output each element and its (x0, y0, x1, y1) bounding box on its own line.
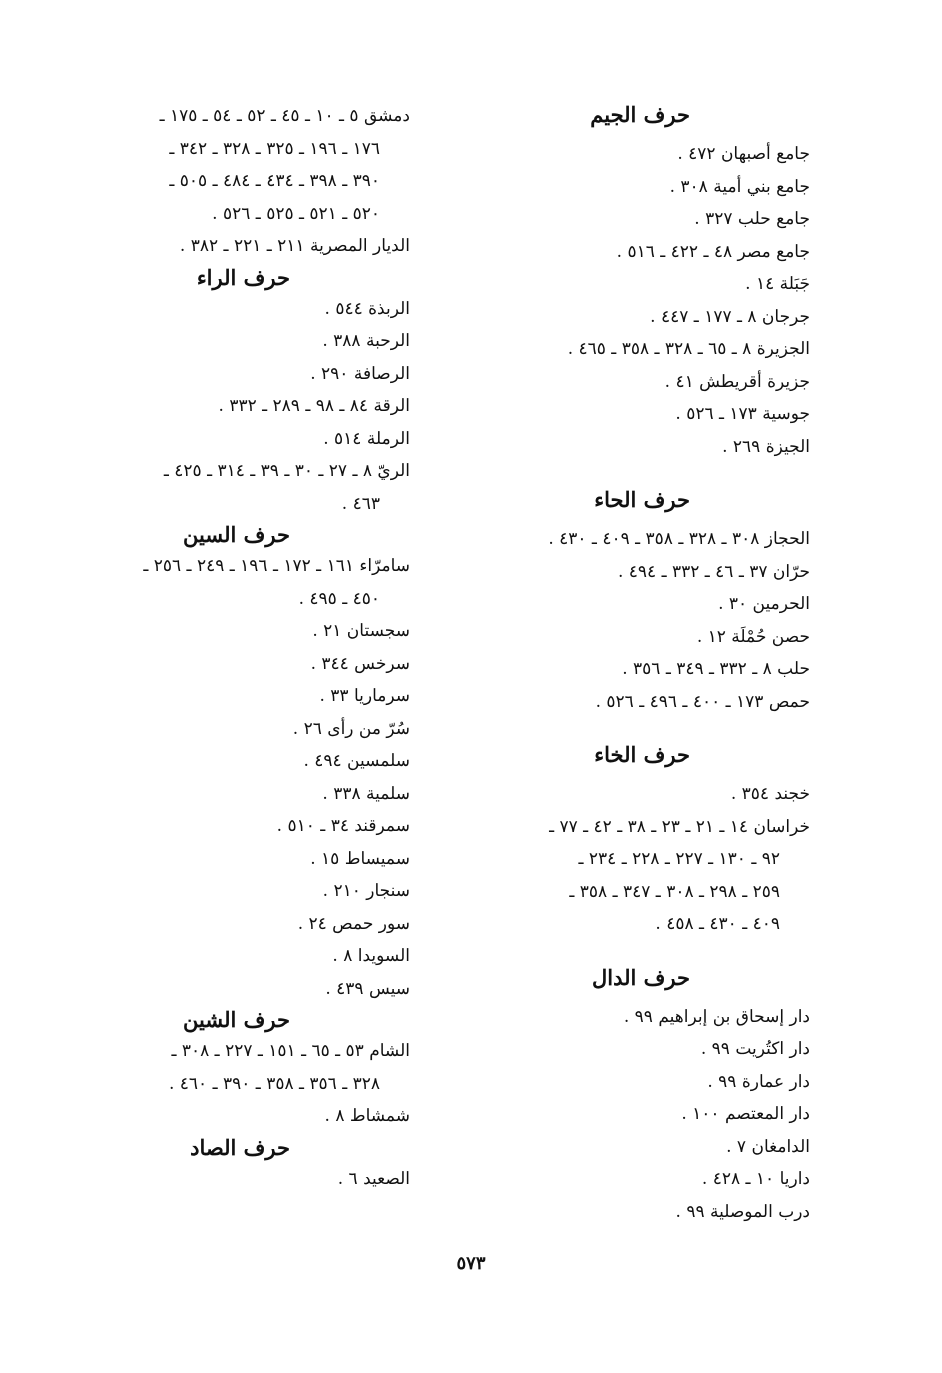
index-entry: دار إسحاق بن إبراهيم ٩٩ . (623, 1006, 810, 1027)
index-entry: جامع أصبهان ٤٧٢ . (677, 144, 810, 164)
index-entry: جرجان ٨ ـ ١٧٧ ـ ٤٤٧ . (650, 306, 810, 327)
index-section (50, 100, 410, 263)
index-entry: الرملة ٥١٤ . (323, 428, 410, 449)
index-entry: حلب ٨ ـ ٣٣٢ ـ ٣٤٩ ـ ٣٥٦ . (622, 659, 810, 679)
section-heading: حرف الجيم (590, 102, 690, 127)
index-entry: الديار المصرية ٢١١ ـ ٢٢١ ـ ٣٨٢ . (179, 236, 410, 256)
index-entry: دار عمارة ٩٩ . (707, 1071, 810, 1092)
index-section (50, 1133, 410, 1196)
index-entry-continuation: ١٧٦ ـ ١٩٦ ـ ٣٢٥ ـ ٣٢٨ ـ ٣٤٢ ـ (169, 138, 380, 159)
left-column (50, 100, 410, 1195)
index-entry: شمشاط ٨ . (324, 1106, 410, 1126)
index-entry: سلمية ٣٣٨ . (322, 783, 410, 804)
index-entry: دار اكتُريت ٩٩ . (700, 1039, 810, 1059)
index-section (50, 520, 410, 1005)
section-heading: حرف الشين (183, 1007, 290, 1032)
index-entry: الصعيد ٦ . (337, 1168, 410, 1189)
index-entry: سرخس ٣٤٤ . (310, 653, 410, 674)
index-entry: الدامغان ٧ . (726, 1136, 810, 1157)
index-entry: الرحبة ٣٨٨ . (322, 331, 410, 351)
index-entry: حرّان ٣٧ ـ ٤٦ ـ ٣٣٢ ـ ٤٩٤ . (617, 561, 810, 582)
index-entry-continuation: ٣٢٨ ـ ٣٥٦ ـ ٣٥٨ ـ ٣٩٠ ـ ٤٦٠ . (168, 1073, 380, 1094)
right-column (470, 100, 810, 1228)
index-entry: سور حمص ٢٤ . (297, 913, 410, 934)
index-entry: حمص ١٧٣ ـ ٤٠٠ ـ ٤٩٦ ـ ٥٢٦ . (595, 691, 810, 712)
index-entry: سنجار ٢١٠ . (322, 881, 410, 901)
index-section (470, 941, 810, 1229)
heading-gap (470, 993, 810, 1001)
index-entry: الرصافة ٢٩٠ . (310, 363, 410, 384)
section-heading: حرف الحاء (594, 487, 690, 512)
index-entry: سرماريا ٣٣ . (319, 686, 410, 706)
index-entry-continuation: ٩٢ ـ ١٣٠ ـ ٢٢٧ ـ ٢٢٨ ـ ٢٣٤ ـ (578, 849, 780, 869)
index-entry: جامع بني أمية ٣٠٨ . (669, 176, 810, 197)
heading-gap (470, 130, 810, 138)
section-gap (470, 718, 810, 740)
index-entry: الحرمين ٣٠ . (718, 594, 810, 614)
index-entry: حصن حُمْلَة ١٢ . (696, 626, 810, 647)
index-entry-continuation: ٥٢٠ ـ ٥٢١ ـ ٥٢٥ ـ ٥٢٦ . (212, 203, 380, 224)
index-section (50, 1005, 410, 1133)
section-gap (470, 941, 810, 963)
section-heading: حرف الدال (592, 964, 690, 990)
index-entry: جوسية ١٧٣ ـ ٥٢٦ . (675, 404, 810, 424)
index-entry-continuation: ٤٦٣ . (341, 493, 380, 514)
section-gap (470, 463, 810, 485)
index-entry: خجند ٣٥٤ . (730, 784, 810, 804)
section-heading: حرف السين (183, 522, 290, 547)
index-entry: سجستان ٢١ . (312, 621, 410, 641)
index-section (470, 718, 810, 941)
index-entry: الشام ٥٣ ـ ٦٥ ـ ١٥١ ـ ٢٢٧ ـ ٣٠٨ ـ (171, 1041, 410, 1061)
index-entry: السويدا ٨ . (332, 946, 410, 966)
section-heading: حرف الخاء (594, 742, 690, 767)
index-section (470, 100, 810, 463)
index-entry: سامرّاء ١٦١ ـ ١٧٢ ـ ١٩٦ ـ ٢٤٩ ـ ٢٥٦ ـ (143, 556, 410, 576)
index-entry-continuation: ٢٥٩ ـ ٢٩٨ ـ ٣٠٨ ـ ٣٤٧ ـ ٣٥٨ ـ (569, 881, 780, 902)
index-entry: سُرّ من رأى ٢٦ . (292, 718, 410, 739)
index-entry-continuation: ٤٥٠ ـ ٤٩٥ . (298, 588, 380, 609)
index-entry: الرقة ٨٤ ـ ٩٨ ـ ٢٨٩ ـ ٣٣٢ . (218, 396, 410, 416)
index-entry: الجزيرة ٨ ـ ٦٥ ـ ٣٢٨ ـ ٣٥٨ ـ ٤٦٥ . (567, 339, 810, 359)
index-entry: جزيرة أقريطش ٤١ . (664, 371, 810, 392)
index-entry: جامع مصر ٤٨ ـ ٤٢٢ ـ ٥١٦ . (616, 241, 810, 262)
index-entry: دار المعتصم ١٠٠ . (681, 1104, 810, 1124)
index-entry: الريّ ٨ ـ ٢٧ ـ ٣٠ ـ ٣٩ ـ ٣١٤ ـ ٤٢٥ ـ (163, 461, 410, 481)
section-heading: حرف الصاد (190, 1134, 290, 1160)
index-entry: الجيزة ٢٦٩ . (722, 436, 810, 457)
heading-gap (470, 515, 810, 523)
index-entry: سلمسين ٤٩٤ . (303, 751, 410, 771)
index-entry: سميساط ١٥ . (310, 848, 410, 869)
index-entry: جَبَلة ١٤ . (745, 274, 810, 294)
index-entry: جامع حلب ٣٢٧ . (694, 209, 810, 229)
index-entry: الحجاز ٣٠٨ ـ ٣٢٨ ـ ٣٥٨ ـ ٤٠٩ ـ ٤٣٠ . (548, 529, 810, 549)
index-entry: سيس ٤٣٩ . (325, 978, 410, 999)
index-entry: الربذة ٥٤٤ . (324, 298, 410, 319)
index-section (470, 463, 810, 718)
index-section (50, 263, 410, 521)
index-entry: درب الموصلية ٩٩ . (675, 1201, 810, 1222)
index-entry-continuation: ٣٩٠ ـ ٣٩٨ ـ ٤٣٤ ـ ٤٨٤ ـ ٥٠٥ ـ (169, 171, 380, 191)
index-entry: دمشق ٥ ـ ١٠ ـ ٤٥ ـ ٥٢ ـ ٥٤ ـ ١٧٥ ـ (159, 106, 410, 126)
page-number: ٥٧٣ (456, 1253, 486, 1274)
index-entry-continuation: ٤٠٩ ـ ٤٣٠ ـ ٤٥٨ . (655, 914, 780, 934)
index-entry: سمرقند ٣٤ ـ ٥١٠ . (276, 816, 410, 836)
section-heading: حرف الراء (196, 264, 290, 290)
index-entry: خراسان ١٤ ـ ٢١ ـ ٢٣ ـ ٣٨ ـ ٤٢ ـ ٧٧ ـ (549, 816, 810, 837)
heading-gap (470, 770, 810, 778)
index-entry: داريا ١٠ ـ ٤٢٨ . (701, 1169, 810, 1189)
